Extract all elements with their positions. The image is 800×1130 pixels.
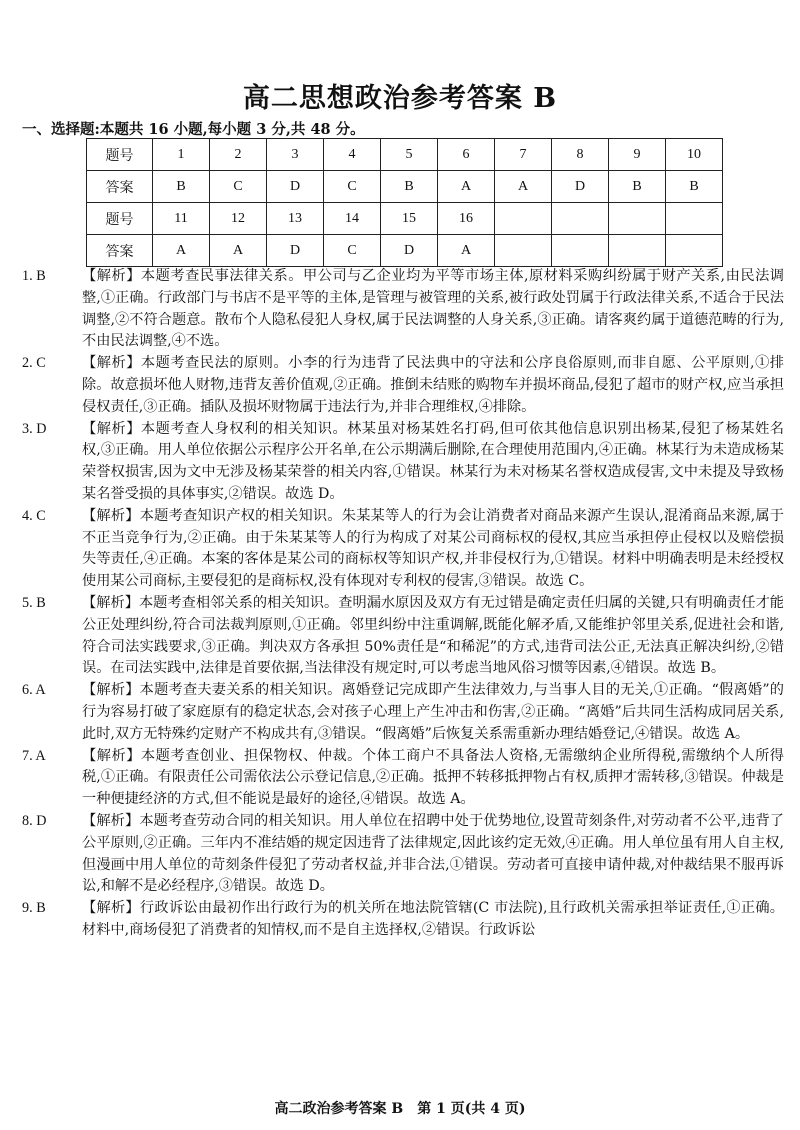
item-number: 9. B [22, 900, 46, 917]
page-title: 高二思想政治参考答案 B [242, 83, 558, 114]
table-cell: A [438, 235, 495, 267]
table-cell: D [267, 235, 324, 267]
table-cell [609, 203, 666, 235]
item-number: 8. D [22, 812, 47, 829]
table-cell: B [609, 171, 666, 203]
explanation-list [22, 266, 784, 942]
table-cell [495, 235, 552, 267]
table-cell [552, 203, 609, 235]
item-text: 【解析】本题考查民事法律关系。甲公司与乙企业均为平等市场主体,原材料采购纠纷属于财产关系,由民法调整,①正确。行政部门与书店不是平等的主体,是管理与被管理的关系,被行政处罚属于行政法律关系,不适合于民法调整,②不符合题意。散布个人隐私侵犯人身权,属于民法调整的人身关系,③正确。请客爽约属于道德范畴的行为,不由民法调整,④不选。 [82, 268, 784, 350]
item-number: 4. C [22, 507, 46, 524]
table-cell: 1 [153, 139, 210, 171]
table-cell: C [324, 235, 381, 267]
table-cell: C [324, 171, 381, 203]
table-cell [495, 203, 552, 235]
answer-table [86, 138, 723, 267]
item-text: 【解析】本题考查知识产权的相关知识。朱某某等人的行为会让消费者对商品来源产生误认,混淆商品来源,属于不正当竞争行为,②正确。由于朱某某等人的行为构成了对某公司商标权的侵权,其应当承担停止侵权以及赔偿损失等责任,④正确。本案的客体是某公司的商标权等知识产权,并非侵权行为,①错误。材料中明确表明是未经授权使用某公司商标,主要侵犯的是商标权,没有体现对专利权的侵害,③错误。故选 C。 [82, 507, 784, 590]
table-cell: 15 [381, 203, 438, 235]
item-number: 3. D [22, 420, 47, 437]
table-cell: C [210, 171, 267, 203]
item-number: 2. C [22, 355, 46, 372]
item-text: 【解析】本题考查相邻关系的相关知识。查明漏水原因及双方有无过错是确定责任归属的关键,只有明确责任才能公正处理纠纷,符合司法裁判原则,①正确。邻里纠纷中注重调解,既能化解矛盾,又能维护邻里关系,促进社会和谐,符合司法实践要求,③正确。判决双方各承担 50%责任是“和稀泥”的方式,违背司法公正,无法真正解决纠纷,②错误。在司法实践中,法律是首要依据,当法律没有规定时,可以考虑当地风俗习惯等因素,④错误。故选 B。 [82, 594, 784, 677]
explanation-item [22, 811, 784, 898]
table-cell: B [153, 171, 210, 203]
explanation-item [22, 746, 784, 811]
item-text: 【解析】本题考查人身权利的相关知识。林某虽对杨某姓名打码,但可依其他信息识别出杨某,侵犯了杨某姓名权,③正确。用人单位依据公示程序公开名单,在公示期满后删除,在合理使用范围内,④正确。林某行为未造成杨某荣誉权损害,因为文中无涉及杨某荣誉的相关内容,①错误。林某行为未对杨某名誉权造成侵害,文中未提及导致杨某名誉受损的具体事实,②错误。故选 D。 [82, 420, 784, 502]
table-cell: 12 [210, 203, 267, 235]
item-number: 5. B [22, 594, 46, 611]
table-cell [552, 235, 609, 267]
explanation-item [22, 506, 784, 593]
item-number: 6. A [22, 682, 46, 699]
explanation-item [22, 593, 784, 680]
explanation-item [22, 419, 784, 506]
table-cell: 3 [267, 139, 324, 171]
table-cell [666, 235, 723, 267]
table-row [87, 235, 723, 267]
explanation-item [22, 353, 784, 418]
table-cell: D [381, 235, 438, 267]
table-cell: B [666, 171, 723, 203]
explanation-item [22, 266, 784, 353]
section-heading: 一、选择题:本题共 16 小题,每小题 3 分,共 48 分。 [22, 121, 365, 138]
table-cell: 8 [552, 139, 609, 171]
explanation-item [22, 680, 784, 745]
table-cell: 4 [324, 139, 381, 171]
table-cell [666, 203, 723, 235]
table-cell [609, 235, 666, 267]
explanation-item [22, 898, 784, 942]
row-label: 题号 [87, 203, 153, 235]
page-footer: 高二政治参考答案 B 第 1 页(共 4 页) [274, 1101, 526, 1117]
table-cell: D [267, 171, 324, 203]
table-cell: A [210, 235, 267, 267]
item-text: 【解析】行政诉讼由最初作出行政行为的机关所在地法院管辖(C 市法院),且行政机关需承担举证责任,①正确。材料中,商场侵犯了消费者的知情权,而不是自主选择权,②错误。行政诉讼 [82, 900, 784, 938]
table-cell: 11 [153, 203, 210, 235]
table-cell: 6 [438, 139, 495, 171]
table-cell: 16 [438, 203, 495, 235]
table-cell: 5 [381, 139, 438, 171]
item-text: 【解析】本题考查民法的原则。小李的行为违背了民法典中的守法和公序良俗原则,而非自愿、公平原则,①排除。故意损坏他人财物,违背友善价值观,②正确。推倒未结账的购物车并损坏商品,侵犯了超市的财产权,应当承担侵权责任,③正确。插队及损坏财物属于违法行为,并非合理维权,④排除。 [82, 355, 784, 415]
row-label: 答案 [87, 171, 153, 203]
row-label: 答案 [87, 235, 153, 267]
table-row [87, 139, 723, 171]
table-cell: 2 [210, 139, 267, 171]
item-number: 1. B [22, 268, 46, 284]
table-cell: D [552, 171, 609, 203]
table-cell: 13 [267, 203, 324, 235]
table-cell: 9 [609, 139, 666, 171]
table-cell: A [438, 171, 495, 203]
table-cell: 10 [666, 139, 723, 171]
table-cell: A [153, 235, 210, 267]
item-text: 【解析】本题考查创业、担保物权、仲裁。个体工商户不具备法人资格,无需缴纳企业所得税,需缴纳个人所得税,①正确。有限责任公司需依法公示登记信息,②正确。抵押不转移抵押物占有权,质押才需转移,③错误。仲裁是一种便捷经济的方式,但不能说是最好的途径,④错误。故选 A。 [82, 747, 784, 808]
table-row [87, 203, 723, 235]
table-cell: B [381, 171, 438, 203]
item-text: 【解析】本题考查劳动合同的相关知识。用人单位在招聘中处于优势地位,设置苛刻条件,对劳动者不公平,违背了公平原则,②正确。三年内不准结婚的规定因违背了法律规定,因此该约定无效,④正确。用人单位虽有用人自主权,但漫画中用人单位的苛刻条件侵犯了劳动者权益,并非合法,①错误。劳动者可直接申请仲裁,对仲裁结果不服再诉讼,和解不是必经程序,③错误。故选 D。 [82, 812, 784, 895]
item-number: 7. A [22, 747, 46, 764]
item-text: 【解析】本题考查夫妻关系的相关知识。离婚登记完成即产生法律效力,与当事人目的无关,①正确。“假离婚”的行为容易打破了家庭原有的稳定状态,会对孩子心理上产生冲击和伤害,②正确。“离婚”后共同生活构成同居关系,此时,双方无特殊约定财产不构成共有,③错误。“假离婚”后恢复关系需重新办理结婚登记,④错误。故选 A。 [82, 682, 784, 742]
table-row [87, 171, 723, 203]
table-cell: A [495, 171, 552, 203]
table-cell: 7 [495, 139, 552, 171]
row-label: 题号 [87, 139, 153, 171]
table-cell: 14 [324, 203, 381, 235]
